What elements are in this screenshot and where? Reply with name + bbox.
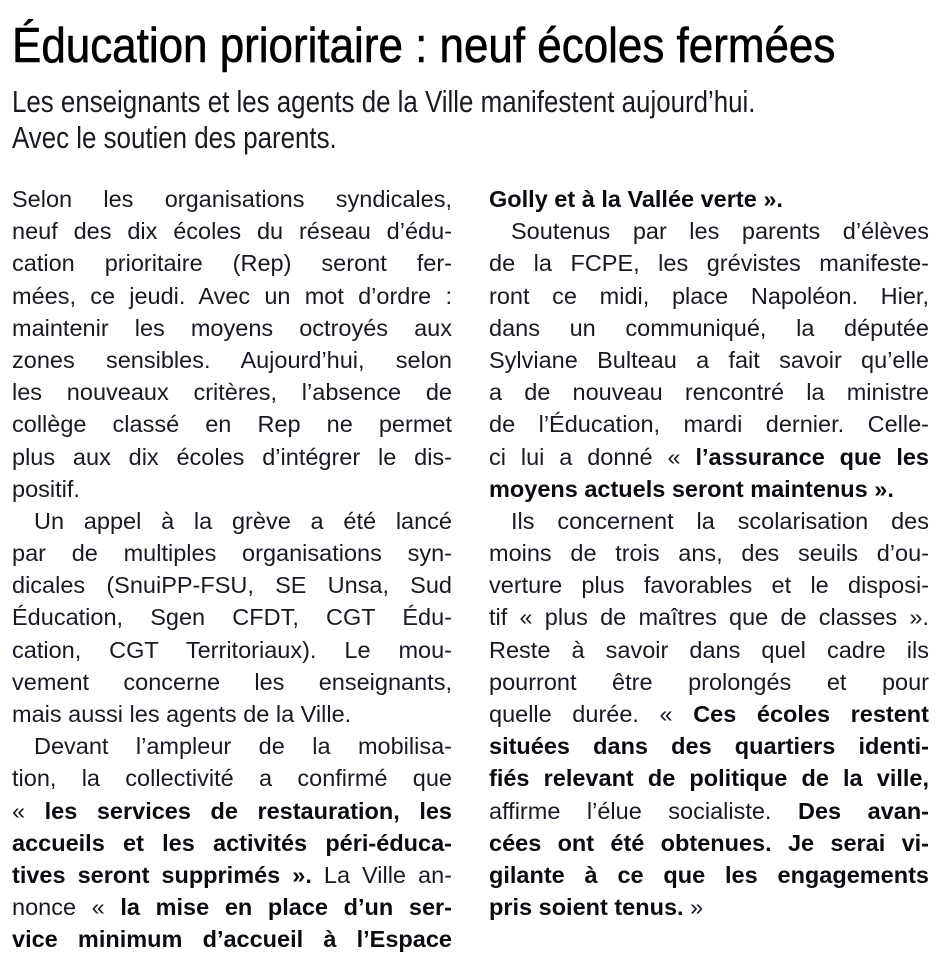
body-text: neuf des dix écoles du réseau d’édu-: [12, 218, 452, 245]
article-headline: Éducation prioritaire : neuf écoles fermées: [12, 19, 836, 73]
article-subhead: [12, 84, 931, 156]
body-text-line: [489, 859, 929, 891]
body-text: Ils concernent la scolarisation des: [511, 507, 929, 534]
article-body-right-column: [489, 183, 929, 923]
body-text: cation, CGT Territoriaux). Le mou-: [12, 636, 452, 663]
body-text: zones sensibles. Aujourd’hui, selon: [12, 346, 452, 373]
body-text: tif « plus de maîtres que de classes ».: [489, 604, 929, 631]
body-text-line: [12, 312, 452, 344]
body-text-line: [489, 698, 929, 730]
body-text: de la FCPE, les grévistes manifeste-: [489, 250, 929, 277]
quote-text: fiés relevant de politique de la ville,: [489, 765, 929, 792]
quote-text: la mise en place d’un ser-: [120, 894, 452, 921]
body-text-line: [489, 441, 929, 473]
body-text: dans un communiqué, la députée: [489, 314, 929, 341]
body-text-line: [12, 247, 452, 279]
body-text-line: [489, 408, 929, 440]
body-text-line: [489, 537, 929, 569]
article-body-left-column: [12, 183, 452, 956]
quote-text: moyens actuels seront maintenus ».: [489, 475, 894, 502]
body-text-line: [12, 698, 452, 730]
body-text: mais aussi les agents de la Ville.: [12, 701, 352, 727]
body-text-line: [489, 312, 929, 344]
body-text-line: [489, 795, 929, 827]
body-text: les nouveaux critères, l’absence de: [12, 379, 452, 406]
body-text-line: [489, 634, 929, 666]
body-text-line: [12, 408, 452, 440]
body-text: quelle durée. «: [489, 701, 694, 727]
body-text-line: [489, 344, 929, 376]
quote-text: gilante à ce que les engagements: [489, 861, 929, 888]
quote-text: pris soient tenus.: [489, 894, 684, 921]
body-text: nonce «: [12, 894, 121, 921]
body-text: Soutenus par les parents d’élèves: [511, 218, 929, 245]
body-text: de l’Éducation, mardi dernier. Celle-: [489, 411, 929, 438]
body-text-line: [12, 183, 452, 215]
quote-text: cées ont été obtenues. Je serai vi-: [489, 829, 929, 856]
body-text: plus aux dix écoles d’intégrer le dis-: [12, 443, 452, 470]
quote-text: l’assurance que les: [695, 443, 929, 470]
body-text-line: [12, 827, 452, 859]
body-text-line: [489, 505, 929, 537]
quote-text: Des avan-: [797, 797, 929, 824]
quote-text: accueils et les activités péri-éduca-: [12, 829, 452, 856]
body-text-line: [12, 215, 452, 247]
body-text: par de multiples organisations syn-: [12, 540, 452, 567]
body-text-line: [12, 473, 452, 505]
body-text-line: [489, 376, 929, 408]
body-text-line: [12, 730, 452, 762]
quote-text: Ces écoles restent: [693, 701, 929, 727]
body-text-line: [489, 183, 929, 215]
body-text-line: [489, 827, 929, 859]
body-text: cation prioritaire (Rep) seront fer-: [12, 250, 452, 277]
body-text: ront ce midi, place Napoléon. Hier,: [489, 282, 929, 309]
body-text-line: [12, 601, 452, 633]
body-text: «: [12, 797, 45, 824]
body-text-line: [12, 537, 452, 569]
body-text: maintenir les moyens octroyés aux: [12, 314, 452, 341]
body-text-line: [12, 859, 452, 891]
body-text-line: [12, 280, 452, 312]
body-text-line: [489, 601, 929, 633]
body-text: Reste à savoir dans quel cadre ils: [489, 636, 929, 663]
body-text-line: [489, 891, 929, 923]
body-text: vement concerne les enseignants,: [12, 668, 452, 695]
body-text: dicales (SnuiPP-FSU, SE Unsa, Sud: [12, 572, 452, 599]
body-text-line: [12, 376, 452, 408]
body-text-line: [489, 473, 929, 505]
body-text: »: [683, 894, 704, 921]
quote-text: les services de restauration, les: [44, 797, 452, 824]
quote-text: vice minimum d’accueil à l’Espace: [12, 926, 452, 953]
body-text: tion, la collectivité a confirmé que: [12, 765, 452, 792]
body-text-line: [12, 891, 452, 923]
body-text: ci lui a donné «: [489, 443, 696, 470]
body-text-line: [489, 762, 929, 794]
body-text: moins de trois ans, des seuils d’ou-: [489, 540, 929, 567]
body-text-line: [12, 505, 452, 537]
body-text-line: [12, 923, 452, 955]
body-text: Éducation, Sgen CFDT, CGT Édu-: [12, 604, 452, 631]
body-text: a de nouveau rencontré la ministre: [489, 379, 929, 406]
body-text-line: [489, 215, 929, 247]
body-text: Devant l’ampleur de la mobilisa-: [34, 733, 452, 760]
body-text: verture plus favorables et le disposi-: [489, 572, 929, 599]
body-text: mées, ce jeudi. Avec un mot d’ordre :: [12, 282, 452, 309]
body-text-line: [12, 344, 452, 376]
body-text-line: [489, 280, 929, 312]
body-text-line: [489, 247, 929, 279]
body-text-line: [12, 634, 452, 666]
body-text: affirme l’élue socialiste.: [489, 797, 798, 824]
body-text-line: [489, 569, 929, 601]
body-text: collège classé en Rep ne permet: [12, 411, 452, 438]
body-text-line: [489, 730, 929, 762]
body-text-line: [489, 666, 929, 698]
quote-text: situées dans des quartiers identi-: [489, 733, 929, 760]
quote-text: Golly et à la Vallée verte ».: [489, 186, 783, 212]
body-text: Sylviane Bulteau a fait savoir qu’elle: [489, 346, 929, 373]
body-text: Selon les organisations syndicales,: [12, 186, 452, 212]
quote-text: tives seront supprimés ».: [12, 861, 312, 888]
body-text: pourront être prolongés et pour: [489, 668, 929, 695]
body-text-line: [12, 762, 452, 794]
body-text: Un appel à la grève a été lancé: [34, 507, 452, 534]
body-text: La Ville an-: [311, 861, 452, 888]
subhead-line: Les enseignants et les agents de la Ville manifestent aujourd’hui.: [12, 84, 756, 119]
body-text-line: [12, 795, 452, 827]
body-text: positif.: [12, 475, 80, 502]
subhead-line: Avec le soutien des parents.: [12, 120, 337, 155]
body-text-line: [12, 666, 452, 698]
body-text-line: [12, 441, 452, 473]
body-text-line: [12, 569, 452, 601]
